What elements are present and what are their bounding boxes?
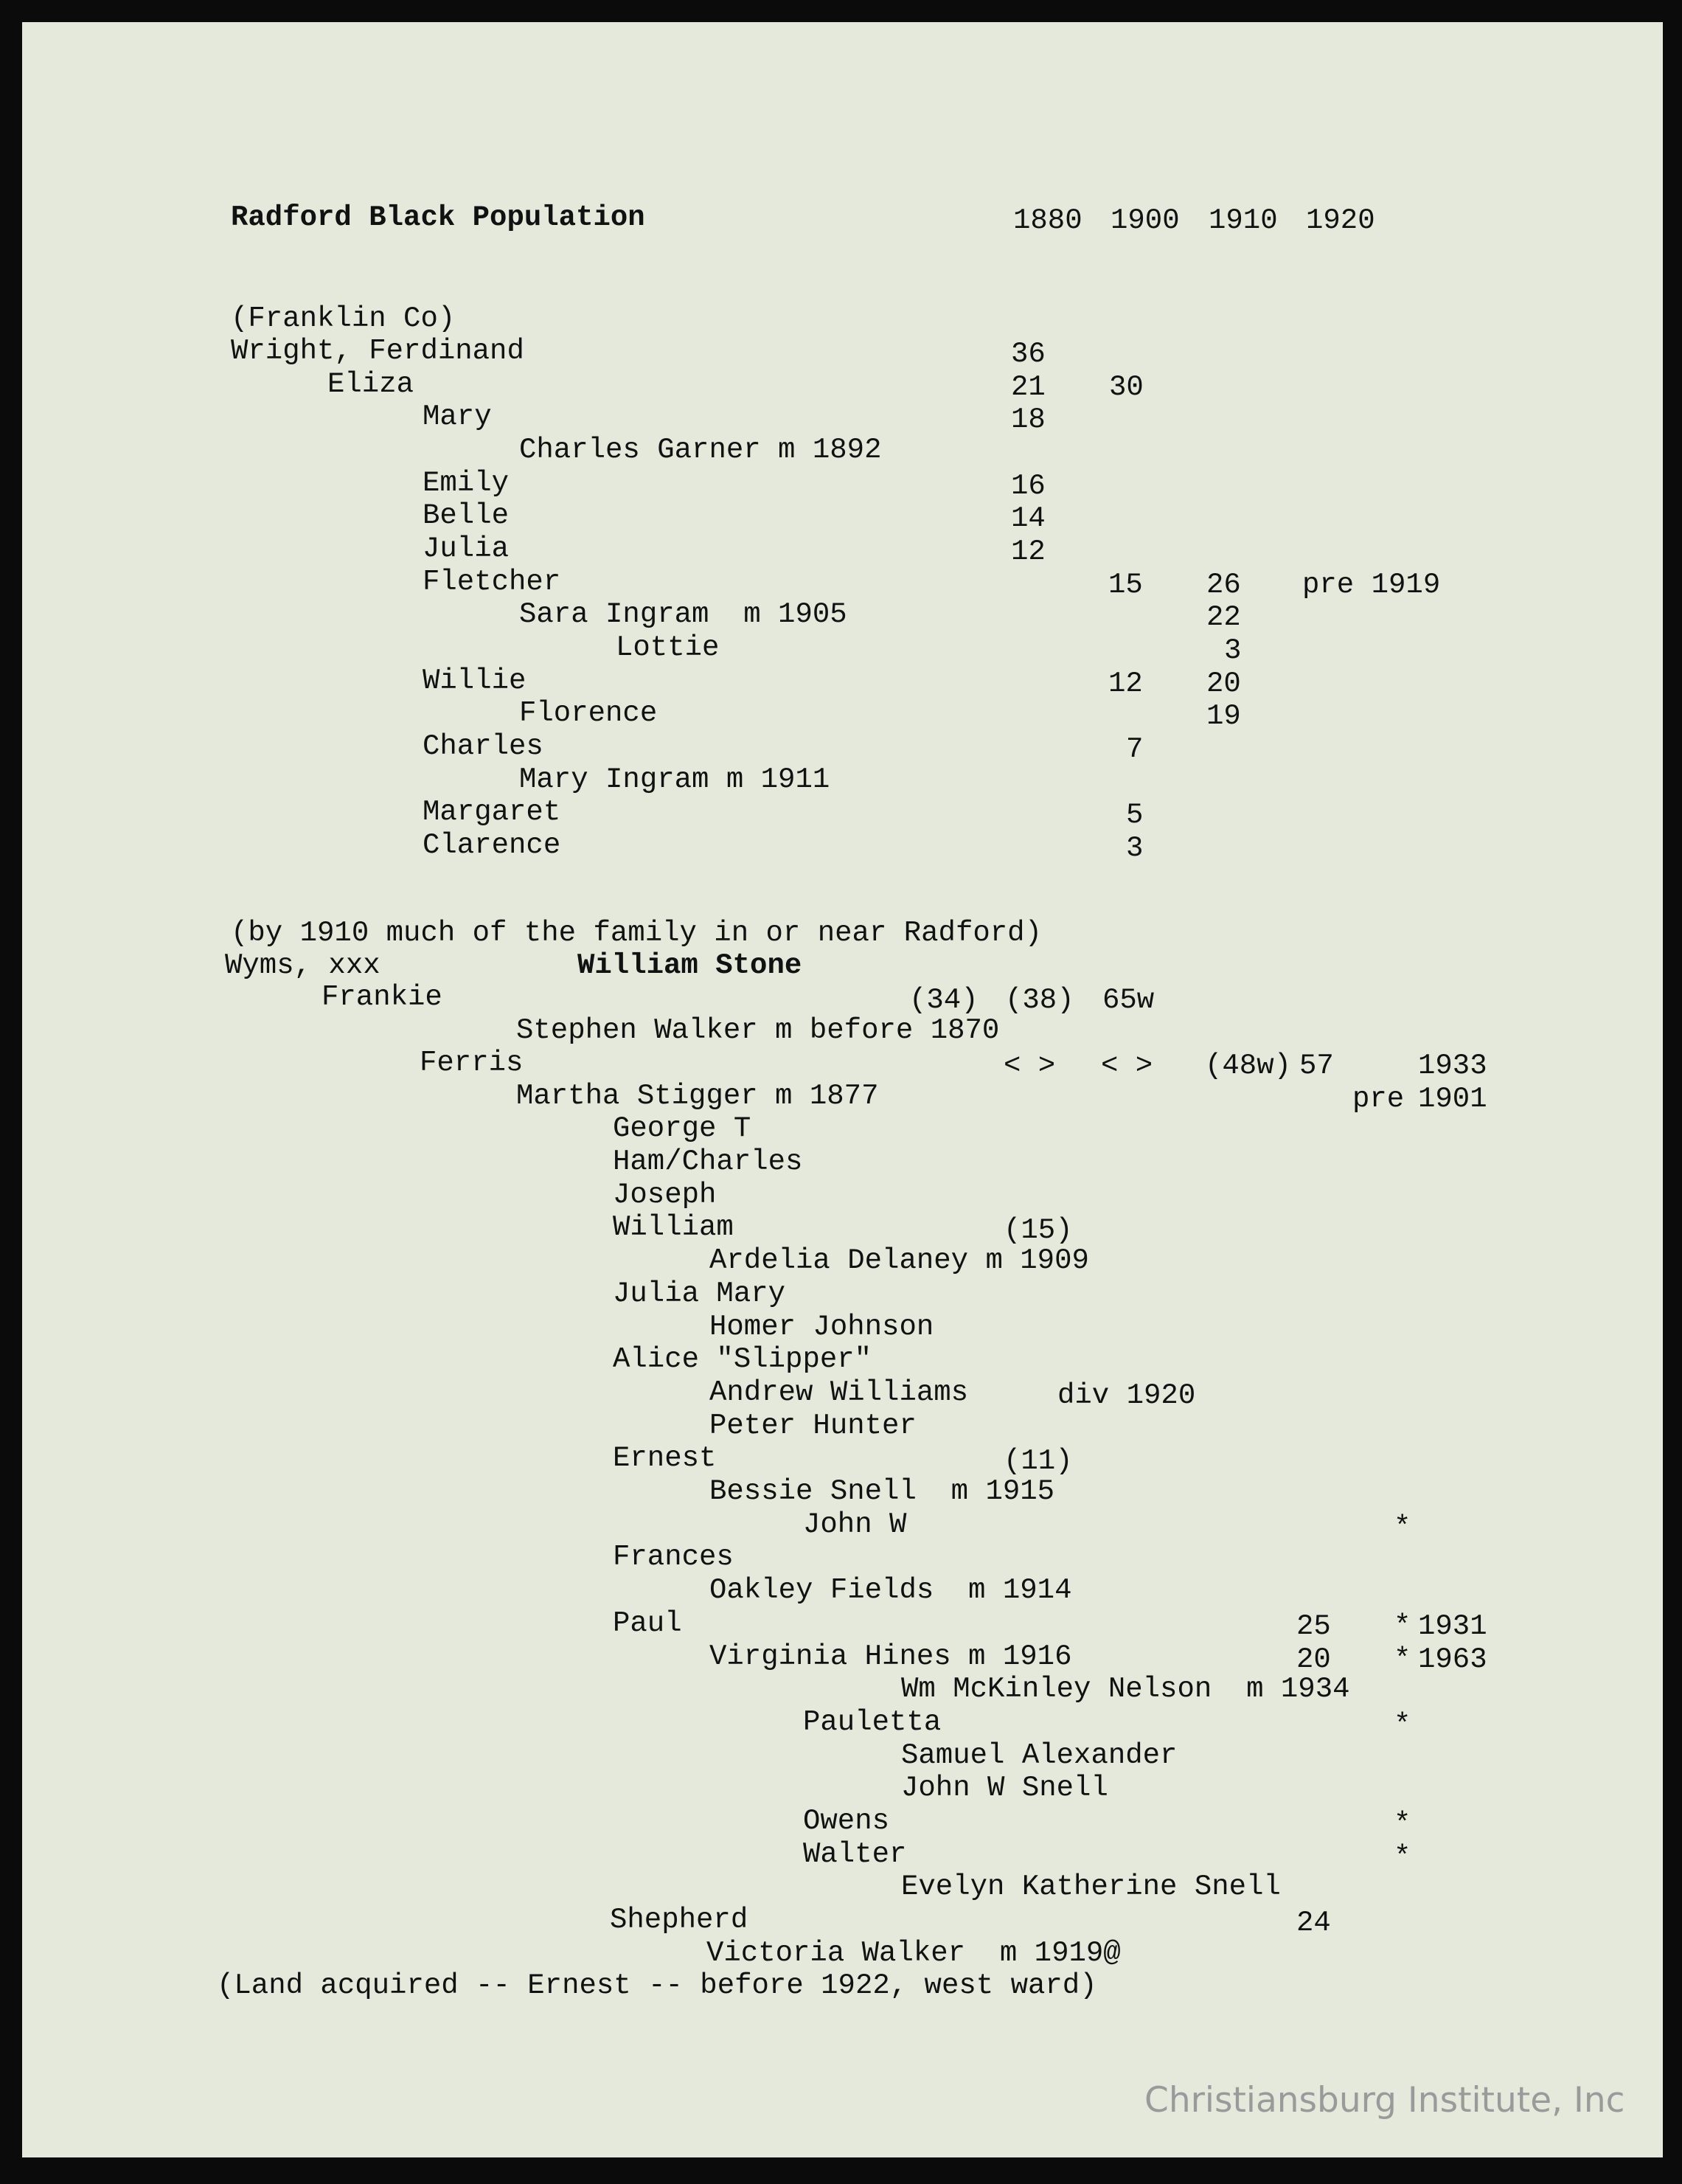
census-year-1910: 1910 (1209, 204, 1278, 237)
entry-spouse: William Stone (577, 949, 802, 982)
star-marker: * (1394, 1643, 1411, 1676)
entry-name: Charles Garner m 1892 (519, 434, 882, 466)
entry-name: Ham/Charles (613, 1145, 803, 1178)
entry-name: Julia (423, 533, 510, 565)
census-value: 3 (1126, 832, 1144, 864)
entry-name: Samuel Alexander (901, 1739, 1178, 1772)
watermark-text: Christiansburg Institute, Inc (1144, 2080, 1625, 2121)
star-marker: * (1394, 1511, 1411, 1544)
census-value: 14 (1011, 502, 1046, 535)
entry-name: Wright, Ferdinand (231, 335, 524, 367)
section-footnote: (Land acquired -- Ernest -- before 1922, west ward) (217, 1969, 1097, 2002)
entry-name: Wyms, xxx (225, 949, 380, 982)
entry-name: John W Snell (901, 1772, 1108, 1804)
census-value: 18 (1011, 403, 1046, 436)
entry-name: Victoria Walker m 1919@ (706, 1937, 1121, 1969)
census-value: 3 (1224, 634, 1242, 667)
entry-name: Shepherd (610, 1904, 748, 1936)
entry-name: John W (803, 1508, 907, 1541)
entry-name: William (613, 1211, 734, 1244)
census-value: 15 (1108, 569, 1143, 601)
census-value: < > (1101, 1050, 1153, 1082)
census-value: 5 (1126, 799, 1144, 831)
entry-name: Evelyn Katherine Snell (901, 1871, 1281, 1903)
entry-name: Mary Ingram m 1911 (519, 763, 830, 796)
census-value: (48w) (1205, 1050, 1292, 1082)
census-year-1920: 1920 (1306, 204, 1375, 237)
entry-name: Martha Stigger m 1877 (516, 1080, 879, 1112)
entry-year: 1963 (1418, 1643, 1487, 1676)
census-value: 57 (1299, 1050, 1334, 1082)
entry-name: Peter Hunter (709, 1410, 917, 1442)
census-year-1900: 1900 (1111, 204, 1180, 237)
entry-name: Clarence (423, 829, 561, 862)
census-value: 24 (1296, 1907, 1331, 1939)
entry-name: Lottie (616, 631, 720, 664)
census-value: 30 (1109, 371, 1144, 403)
entry-note: div 1920 (1057, 1379, 1196, 1412)
entry-name: Oakley Fields m 1914 (709, 1574, 1072, 1606)
entry-name: Sara Ingram m 1905 (519, 598, 847, 631)
census-value: 20 (1296, 1643, 1331, 1676)
entry-name: Charles (423, 730, 543, 763)
entry-name: Joseph (613, 1179, 717, 1211)
entry-name: Ernest (613, 1442, 717, 1474)
entry-name: Andrew Williams (709, 1376, 969, 1409)
census-value: 26 (1206, 569, 1241, 601)
entry-note: pre (1352, 1083, 1405, 1115)
entry-name: Belle (423, 499, 510, 532)
entry-name: Homer Johnson (709, 1311, 934, 1343)
star-marker: * (1394, 1841, 1411, 1873)
entry-name: Mary (423, 401, 492, 433)
entry-name: Florence (519, 697, 658, 729)
census-value: 20 (1206, 668, 1241, 700)
entry-name: Willie (423, 665, 527, 697)
entry-name: Virginia Hines m 1916 (709, 1640, 1072, 1673)
census-value: (34) (909, 984, 979, 1016)
entry-name: Emily (423, 467, 510, 499)
entry-name: Margaret (423, 796, 561, 828)
entry-name: Walter (803, 1838, 907, 1871)
entry-name: Alice "Slipper" (613, 1343, 872, 1376)
census-value: (11) (1004, 1445, 1073, 1477)
census-value: 22 (1206, 601, 1241, 634)
section-heading: (Franklin Co) (231, 302, 456, 335)
census-year-1880: 1880 (1013, 204, 1082, 237)
entry-name: Eliza (327, 368, 414, 401)
entry-name: Frances (613, 1541, 734, 1573)
entry-note: pre 1919 (1302, 569, 1441, 601)
census-value: (15) (1004, 1214, 1073, 1247)
census-value: 25 (1296, 1610, 1331, 1643)
entry-name: Ardelia Delaney m 1909 (709, 1244, 1089, 1277)
entry-name: Stephen Walker m before 1870 (516, 1014, 1000, 1047)
entry-name: Bessie Snell m 1915 (709, 1475, 1055, 1508)
census-value: 21 (1011, 371, 1046, 403)
census-value: 12 (1108, 668, 1143, 700)
entry-name: Frankie (322, 981, 442, 1013)
census-value: < > (1004, 1050, 1056, 1082)
census-value: 19 (1206, 700, 1241, 732)
census-value: 1933 (1418, 1050, 1487, 1082)
census-value: 65w (1102, 984, 1155, 1016)
document-page (22, 22, 1663, 2157)
census-value: 16 (1011, 470, 1046, 502)
entry-name: George T (613, 1112, 751, 1145)
section-footnote: (by 1910 much of the family in or near Radford) (231, 917, 1042, 949)
star-marker: * (1394, 1808, 1411, 1840)
entry-name: Pauletta (803, 1706, 942, 1738)
entry-name: Owens (803, 1805, 890, 1837)
census-value: 12 (1011, 535, 1046, 568)
page-title: Radford Black Population (231, 201, 645, 234)
star-marker: * (1394, 1709, 1411, 1741)
census-value: 36 (1011, 338, 1046, 370)
entry-note: 1901 (1418, 1083, 1487, 1115)
star-marker: * (1394, 1610, 1411, 1643)
census-value: 7 (1126, 733, 1144, 766)
entry-name: Julia Mary (613, 1278, 786, 1310)
entry-name: Wm McKinley Nelson m 1934 (901, 1673, 1350, 1705)
census-value: (38) (1005, 984, 1074, 1016)
entry-name: Ferris (420, 1047, 524, 1079)
entry-name: Fletcher (423, 566, 561, 598)
entry-year: 1931 (1418, 1610, 1487, 1643)
entry-name: Paul (613, 1607, 682, 1640)
